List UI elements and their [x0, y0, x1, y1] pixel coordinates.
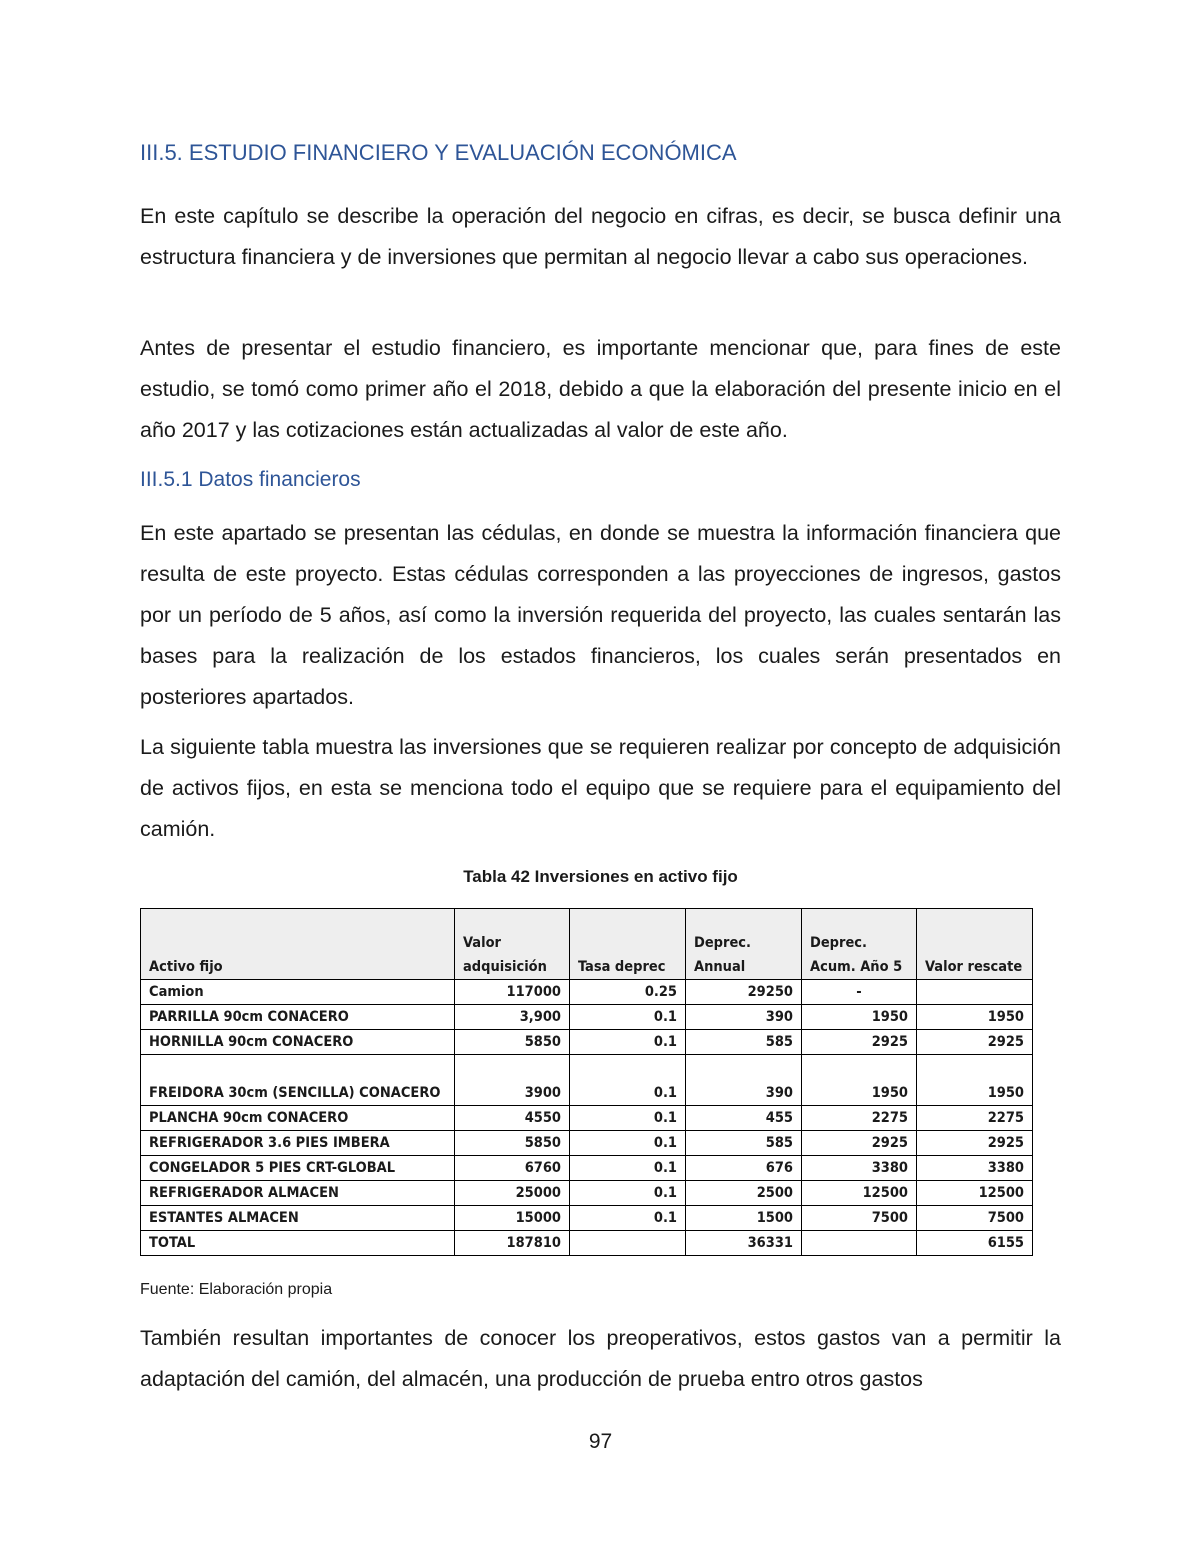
cell-asset-name: PLANCHA 90cm CONACERO [141, 1106, 455, 1131]
cell-acum: 12500 [802, 1181, 917, 1206]
cell-deprec: 390 [686, 1005, 802, 1030]
cell-asset-name: FREIDORA 30cm (SENCILLA) CONACERO [141, 1055, 455, 1106]
cell-asset-name: REFRIGERADOR ALMACEN [141, 1181, 455, 1206]
cell-valor: 3900 [455, 1055, 570, 1106]
cell-valor: 5850 [455, 1030, 570, 1055]
cell-acum: 7500 [802, 1206, 917, 1231]
cell-deprec: 29250 [686, 980, 802, 1005]
cell-acum: 3380 [802, 1156, 917, 1181]
table-total-row [141, 1231, 1033, 1256]
cell-total-rescate: 6155 [917, 1231, 1033, 1256]
page-number: 97 [588, 1430, 613, 1453]
table-header-row [141, 909, 1033, 980]
cell-acum: 2275 [802, 1106, 917, 1131]
column-header: Deprec. Acum. Año 5 [802, 909, 917, 980]
column-header: Tasa deprec [570, 909, 686, 980]
cell-tasa: 0.1 [570, 1181, 686, 1206]
paragraph-financial-data: En este apartado se presentan las cédulas, en donde se muestra la información financiera que resulta de este proyecto. Estas cédulas corresponden a las proyecciones de ingresos, gastos por un período de 5 años, así como la inversión requerida del proyecto, las cuales sentarán las bases para la realización de los estados financieros, los cuales serán presentados en posteriores apartados. [140, 521, 1061, 709]
cell-rescate [917, 980, 1033, 1005]
cell-tasa: 0.1 [570, 1055, 686, 1106]
table-row [141, 1206, 1033, 1231]
section-heading: III.5. ESTUDIO FINANCIERO Y EVALUACIÓN ECONÓMICA [140, 140, 737, 165]
cell-rescate: 7500 [917, 1206, 1033, 1231]
table-row [141, 1131, 1033, 1156]
cell-rescate: 2925 [917, 1131, 1033, 1156]
table-row [141, 1030, 1033, 1055]
cell-valor: 4550 [455, 1106, 570, 1131]
table-row [141, 1005, 1033, 1030]
cell-total-valor: 187810 [455, 1231, 570, 1256]
cell-tasa: 0.1 [570, 1106, 686, 1131]
cell-rescate: 3380 [917, 1156, 1033, 1181]
cell-rescate: 2275 [917, 1106, 1033, 1131]
cell-tasa: 0.1 [570, 1131, 686, 1156]
cell-valor: 3,900 [455, 1005, 570, 1030]
fixed-assets-table [140, 908, 1033, 1256]
cell-acum: 1950 [802, 1055, 917, 1106]
cell-acum: 2925 [802, 1131, 917, 1156]
table-row [141, 1181, 1033, 1206]
column-header: Activo fijo [141, 909, 455, 980]
cell-valor: 25000 [455, 1181, 570, 1206]
column-header: Valor rescate [917, 909, 1033, 980]
paragraph-intro: En este capítulo se describe la operación del negocio en cifras, es decir, se busca definir una estructura financiera y de inversiones que permitan al negocio llevar a cabo sus operaciones. [140, 204, 1061, 269]
column-header: Deprec. Annual [686, 909, 802, 980]
cell-total-deprec: 36331 [686, 1231, 802, 1256]
cell-deprec: 676 [686, 1156, 802, 1181]
cell-rescate: 1950 [917, 1055, 1033, 1106]
cell-acum: 2925 [802, 1030, 917, 1055]
cell-deprec: 455 [686, 1106, 802, 1131]
cell-rescate: 2925 [917, 1030, 1033, 1055]
table-row [141, 1156, 1033, 1181]
cell-deprec: 390 [686, 1055, 802, 1106]
cell-total-label: TOTAL [141, 1231, 455, 1256]
cell-asset-name: Camion [141, 980, 455, 1005]
cell-deprec: 585 [686, 1030, 802, 1055]
table-row [141, 980, 1033, 1005]
cell-rescate: 1950 [917, 1005, 1033, 1030]
column-header: Valor adquisición [455, 909, 570, 980]
paragraph-context: Antes de presentar el estudio financiero, es importante mencionar que, para fines de este estudio, se tomó como primer año el 2018, debido a que la elaboración del presente inicio en el año 2017 y las cotizaciones están actualizadas al valor de este año. [140, 336, 1061, 442]
table-source: Fuente: Elaboración propia [140, 1281, 333, 1298]
cell-asset-name: CONGELADOR 5 PIES CRT-GLOBAL [141, 1156, 455, 1181]
cell-tasa: 0.25 [570, 980, 686, 1005]
table-row [141, 1055, 1033, 1106]
cell-rescate: 12500 [917, 1181, 1033, 1206]
cell-asset-name: REFRIGERADOR 3.6 PIES IMBERA [141, 1131, 455, 1156]
cell-deprec: 1500 [686, 1206, 802, 1231]
cell-asset-name: HORNILLA 90cm CONACERO [141, 1030, 455, 1055]
cell-tasa: 0.1 [570, 1206, 686, 1231]
cell-asset-name: ESTANTES ALMACEN [141, 1206, 455, 1231]
table-caption: Tabla 42 Inversiones en activo fijo [463, 867, 738, 886]
cell-acum: - [802, 980, 917, 1005]
paragraph-preoperativos: También resultan importantes de conocer los preoperativos, estos gastos van a permitir la adaptación del camión, del almacén, una producción de prueba entro otros gastos [140, 1326, 1061, 1391]
cell-acum: 1950 [802, 1005, 917, 1030]
cell-valor: 6760 [455, 1156, 570, 1181]
cell-asset-name: PARRILLA 90cm CONACERO [141, 1005, 455, 1030]
cell-valor: 15000 [455, 1206, 570, 1231]
cell-valor: 117000 [455, 980, 570, 1005]
cell-total-tasa [570, 1231, 686, 1256]
cell-tasa: 0.1 [570, 1005, 686, 1030]
subsection-heading: III.5.1 Datos financieros [140, 468, 361, 491]
cell-deprec: 2500 [686, 1181, 802, 1206]
cell-total-acum [802, 1231, 917, 1256]
table-row [141, 1106, 1033, 1131]
cell-deprec: 585 [686, 1131, 802, 1156]
cell-valor: 5850 [455, 1131, 570, 1156]
cell-tasa: 0.1 [570, 1156, 686, 1181]
cell-tasa: 0.1 [570, 1030, 686, 1055]
paragraph-table-intro: La siguiente tabla muestra las inversiones que se requieren realizar por concepto de adquisición de activos fijos, en esta se menciona todo el equipo que se requiere para el equipamiento del camión. [140, 735, 1061, 841]
